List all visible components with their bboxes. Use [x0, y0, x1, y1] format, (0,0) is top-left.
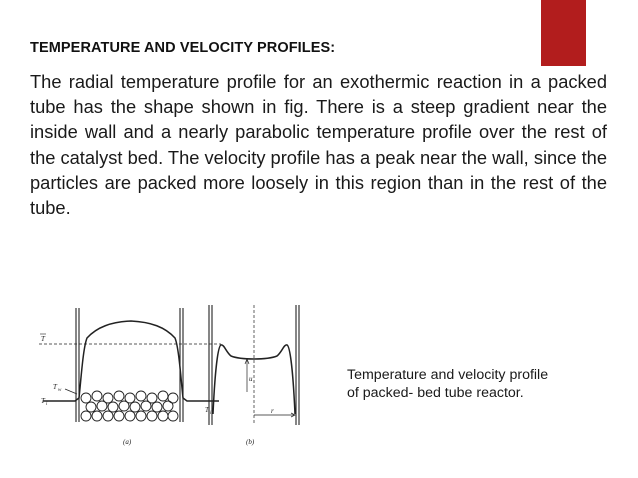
tw-pointer [65, 389, 77, 394]
body-paragraph: The radial temperature profile for an exothermic reaction in a packed tube has the shape shown in fig. There is a steep gradient near the inside wall and a nearly parabolic temperature profile over the rest of the catalyst bed. The velocity profile has a peak near the wall, since the particles are packed more loosely in this region than in the rest of the tube. [30, 71, 607, 219]
t-w-label: T [53, 383, 57, 391]
t-w-subscript: w [58, 388, 62, 393]
accent-bar [541, 0, 586, 66]
figure-caption: Temperature and velocity profile of packed- bed tube reactor. [347, 367, 549, 402]
t-i-right-subscript: i [210, 411, 212, 416]
temperature-profile-panel [39, 308, 221, 422]
panel-a-label: (a) [123, 438, 132, 446]
t-i-right-label: T [205, 406, 209, 414]
t-i-left-subscript: i [46, 402, 48, 407]
t-bar-label: T [41, 335, 45, 343]
temperature-profile-curve [43, 321, 219, 401]
temperature-labels [40, 334, 212, 446]
catalyst-particles [81, 391, 178, 421]
t-i-left-label: T [41, 397, 45, 405]
panel-b-label: (b) [246, 438, 255, 446]
r-label: r [271, 407, 274, 415]
velocity-labels [246, 375, 274, 446]
velocity-profile-panel [209, 305, 299, 425]
profile-figure [31, 290, 336, 458]
u-label: u [249, 375, 253, 383]
slide-heading: TEMPERATURE AND VELOCITY PROFILES: [30, 40, 336, 56]
